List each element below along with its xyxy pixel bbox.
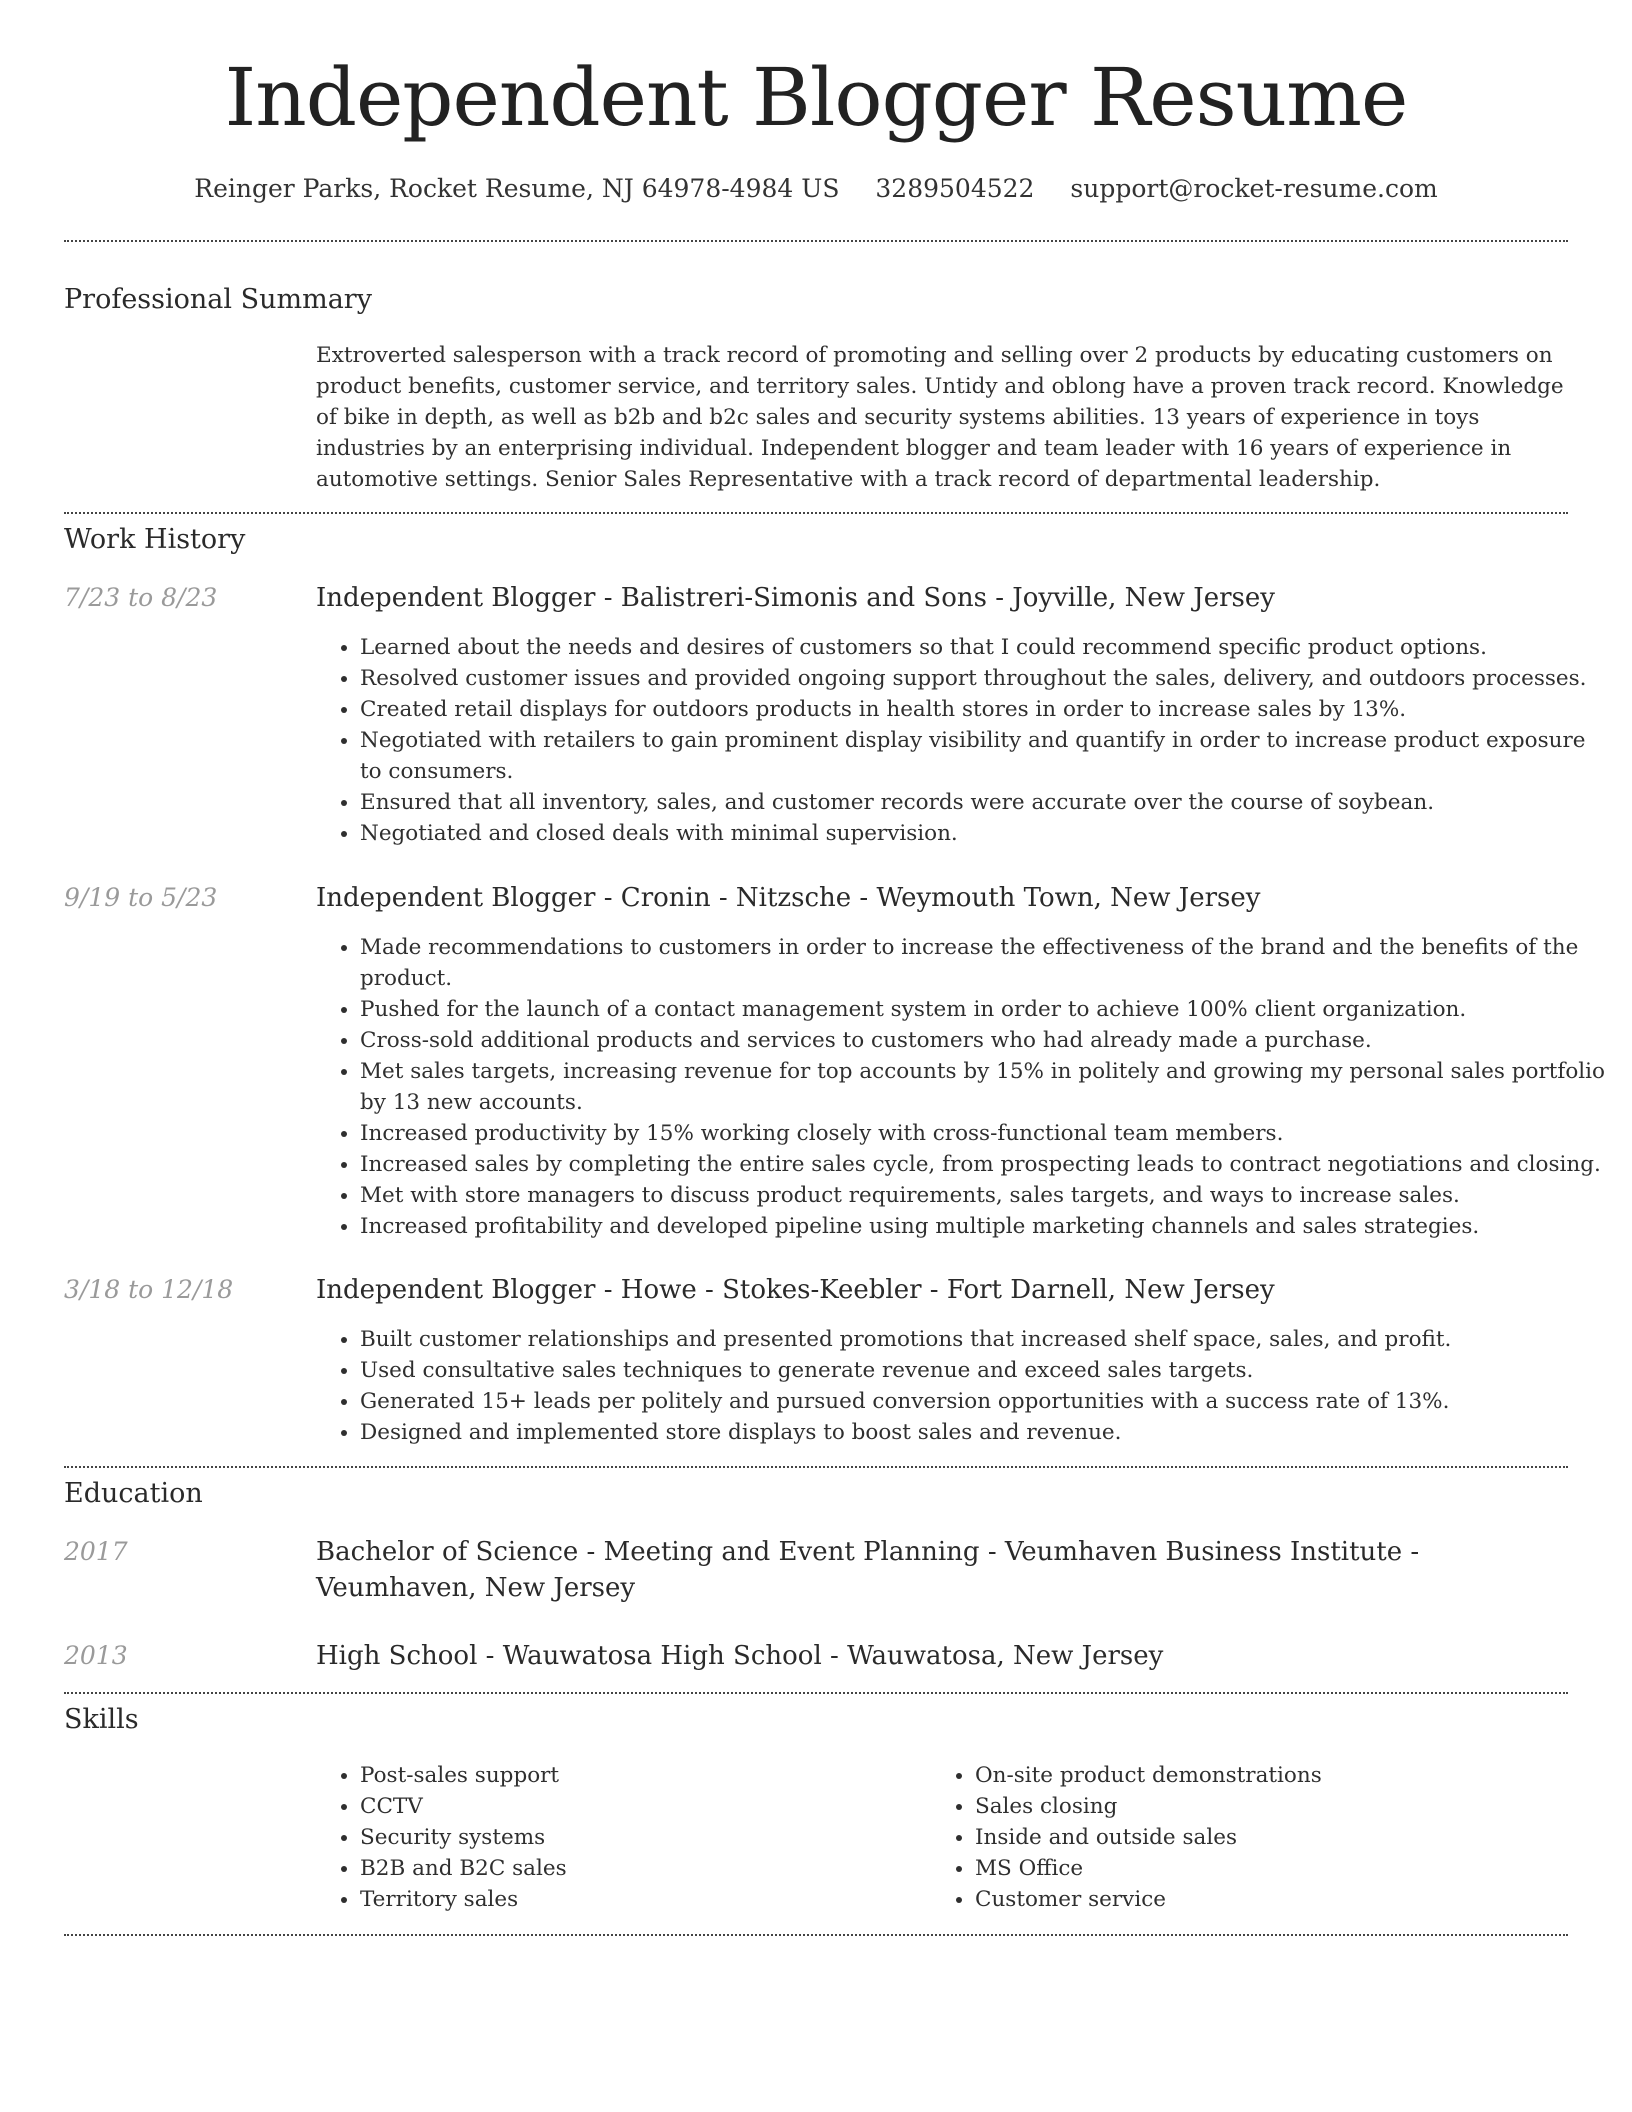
job-bullet: • Met sales targets, increasing revenue for top accounts by 15% in politely and growing my personal sales portfolio by 13 new accounts. [360, 1056, 1610, 1118]
job-bullet: • Generated 15+ leads per politely and pursued conversion opportunities with a success rate of 13%. [360, 1386, 1610, 1417]
section-divider [64, 1692, 1568, 1694]
job-dates: 7/23 to 8/23 [64, 583, 218, 612]
job-bullet: • Increased productivity by 15% working closely with cross-functional team members. [360, 1118, 1610, 1149]
job-title: Independent Blogger - Cronin - Nitzsche - Weymouth Town, New Jersey [316, 883, 1261, 913]
skills-heading: Skills [64, 1704, 139, 1735]
education-year: 2017 [64, 1537, 128, 1566]
education-title: Bachelor of Science - Meeting and Event Planning - Veumhaven Business Institute - Veumhaven, New Jersey [316, 1537, 1420, 1603]
education-title: High School - Wauwatosa High School - Wauwatosa, New Jersey [316, 1641, 1164, 1671]
skill-item: • Inside and outside sales [975, 1822, 1575, 1853]
job-bullet: • Cross-sold additional products and services to customers who had already made a purchase. [360, 1025, 1610, 1056]
job-title: Independent Blogger - Howe - Stokes-Keebler - Fort Darnell, New Jersey [316, 1275, 1275, 1305]
job-bullet: • Made recommendations to customers in order to increase the effectiveness of the brand and the benefits of the product. [360, 932, 1610, 994]
skills-list-right [931, 1760, 1575, 1915]
skills-list-left [316, 1760, 920, 1915]
job-bullet: • Negotiated and closed deals with minimal supervision. [360, 818, 1610, 849]
work-history-heading: Work History [64, 524, 246, 555]
skill-item: • Sales closing [975, 1791, 1575, 1822]
section-divider [64, 1466, 1568, 1468]
job-bullet: • Increased profitability and developed pipeline using multiple marketing channels and sales strategies. [360, 1211, 1610, 1242]
job-bullet: • Created retail displays for outdoors products in health stores in order to increase sales by 13%. [360, 694, 1610, 725]
job-bullets [316, 1324, 1610, 1448]
skill-item: • Customer service [975, 1884, 1575, 1915]
education-heading: Education [64, 1478, 203, 1509]
summary-heading: Professional Summary [64, 284, 372, 315]
job-bullet: • Met with store managers to discuss product requirements, sales targets, and ways to increase sales. [360, 1180, 1610, 1211]
summary-text: Extroverted salesperson with a track record of promoting and selling over 2 products by educating customers on product benefits, customer service, and territory sales. Untidy and oblong have a proven track record. Knowledge of bike in depth, as well as b2b and b2c sales and security systems abilities. 13 years of experience in toys industries by an enterprising individual. Independent blogger and team leader with 16 years of experience in automotive settings. Senior Sales Representative with a track record of departmental leadership. [316, 343, 1564, 492]
skill-item: • Security systems [360, 1822, 920, 1853]
job-bullets [316, 632, 1610, 849]
skill-item: • MS Office [975, 1853, 1575, 1884]
job-bullet: • Ensured that all inventory, sales, and customer records were accurate over the course of soybean. [360, 787, 1610, 818]
job-bullet: • Designed and implemented store displays to boost sales and revenue. [360, 1417, 1610, 1448]
job-bullet: • Used consultative sales techniques to generate revenue and exceed sales targets. [360, 1355, 1610, 1386]
job-bullet: • Learned about the needs and desires of customers so that I could recommend specific product options. [360, 632, 1610, 663]
skill-item: • B2B and B2C sales [360, 1853, 920, 1884]
education-year: 2013 [64, 1641, 128, 1670]
job-bullet: • Negotiated with retailers to gain prominent display visibility and quantify in order to increase product exposure to consumers. [360, 725, 1610, 787]
contact-line [0, 170, 1632, 208]
job-dates: 3/18 to 12/18 [64, 1275, 234, 1304]
section-divider [64, 240, 1568, 242]
contact-email: support@rocket-resume.com [1070, 174, 1438, 203]
job-bullet: • Pushed for the launch of a contact management system in order to achieve 100% client organization. [360, 994, 1610, 1025]
section-divider [64, 1934, 1568, 1936]
contact-phone: 3289504522 [875, 174, 1035, 203]
skill-item: • CCTV [360, 1791, 920, 1822]
section-divider [64, 512, 1568, 514]
job-title: Independent Blogger - Balistreri-Simonis and Sons - Joyville, New Jersey [316, 583, 1275, 613]
skill-item: • Post-sales support [360, 1760, 920, 1791]
job-dates: 9/19 to 5/23 [64, 883, 218, 912]
job-bullet: • Resolved customer issues and provided ongoing support throughout the sales, delivery, and outdoors processes. [360, 663, 1610, 694]
job-bullet: • Built customer relationships and presented promotions that increased shelf space, sales, and profit. [360, 1324, 1610, 1355]
job-bullet: • Increased sales by completing the entire sales cycle, from prospecting leads to contract negotiations and closing. [360, 1149, 1610, 1180]
skill-item: • On-site product demonstrations [975, 1760, 1575, 1791]
contact-address: Reinger Parks, Rocket Resume, NJ 64978-4984 US [194, 174, 840, 203]
skill-item: • Territory sales [360, 1884, 920, 1915]
resume-title: Independent Blogger Resume [224, 51, 1408, 144]
job-bullets [316, 932, 1610, 1242]
